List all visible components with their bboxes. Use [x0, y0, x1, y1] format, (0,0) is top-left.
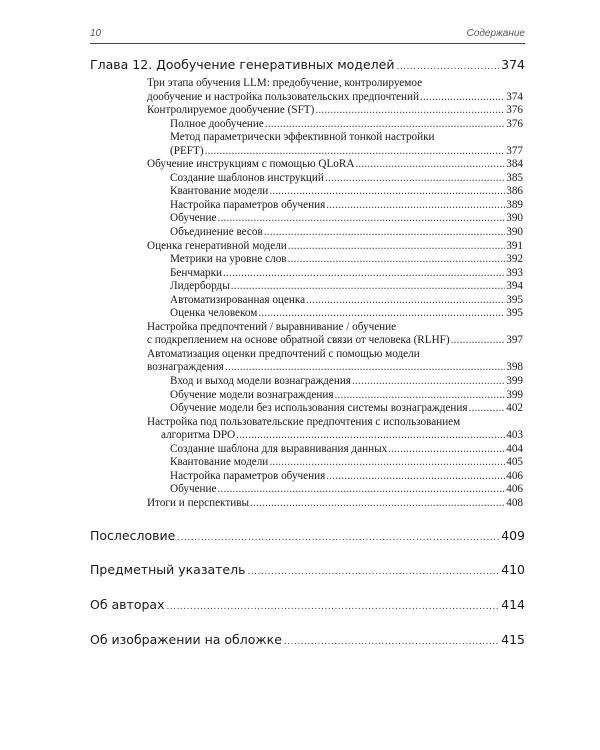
leader-dots: [288, 253, 506, 267]
toc-entry-page: 385: [506, 171, 523, 184]
toc-list: [147, 77, 523, 511]
toc-entry-title: Лидерборды: [170, 280, 230, 293]
toc-entry-title: Квантование модели: [170, 185, 269, 198]
toc-subentry[interactable]: [147, 443, 523, 457]
toc-entry[interactable]: [147, 104, 523, 118]
back-matter-cover[interactable]: [90, 632, 525, 650]
toc-entry-title-line1: Автоматизация оценки предпочтений с помощью модели: [147, 347, 420, 360]
toc-subentry[interactable]: [147, 307, 523, 321]
toc-entry-title: Квантование модели: [170, 456, 269, 469]
toc-entry-page: 398: [506, 361, 523, 374]
toc-entry-title: Объединение весов: [170, 226, 263, 239]
toc-entry-page: 404: [506, 442, 523, 455]
back-matter-afterword[interactable]: [90, 528, 525, 546]
toc-entry[interactable]: [147, 348, 523, 375]
toc-entry-page: 376: [506, 117, 523, 130]
toc-entry-title: Бенчмарки: [170, 266, 222, 279]
toc-entry-page: 397: [506, 334, 523, 347]
leader-dots: [166, 599, 499, 615]
toc-entry-title: Контролируемое дообучение (SFT): [147, 104, 315, 117]
toc-entry[interactable]: [147, 416, 523, 443]
back-matter-page: 415: [501, 632, 525, 647]
toc-entry-page: 374: [506, 90, 523, 103]
toc-entry-title-line1: Метод параметрически эффективной тонкой настройки: [170, 131, 435, 144]
leader-dots: [355, 158, 505, 172]
header-rule: [90, 43, 525, 44]
leader-dots: [326, 199, 505, 213]
toc-entry-title: Полное дообучение: [170, 117, 264, 130]
leader-dots: [352, 375, 505, 389]
leader-dots: [225, 361, 505, 375]
toc-entry-page: 395: [506, 293, 523, 306]
toc-entry-title: Оценка человеком: [170, 307, 258, 320]
section-title: Содержание: [466, 28, 525, 39]
toc-entry-page: 402: [506, 402, 523, 415]
toc-entry-title: Настройка параметров обучения: [170, 198, 326, 211]
leader-dots: [284, 634, 499, 650]
toc-entry-title: Настройка параметров обучения: [170, 469, 326, 482]
leader-dots: [288, 240, 505, 254]
leader-dots: [177, 530, 499, 546]
leader-dots: [388, 443, 505, 457]
toc-entry-title-line1: Настройка предпочтений / выравнивание / обучение: [147, 320, 397, 333]
leader-dots: [236, 429, 505, 443]
leader-dots: [258, 307, 505, 321]
back-matter-title: Послесловие: [90, 528, 176, 543]
toc-entry-page: 406: [506, 469, 523, 482]
leader-dots: [265, 118, 505, 132]
toc-subentry[interactable]: [147, 131, 523, 158]
toc-entry-page: 403: [506, 429, 523, 442]
chapter-title: Глава 12. Дообучение генеративных моделей: [90, 57, 395, 72]
leader-dots: [334, 389, 505, 403]
toc-entry-page: 376: [506, 104, 523, 117]
leader-dots: [420, 91, 505, 105]
toc-subentry[interactable]: [147, 375, 523, 389]
leader-dots: [326, 470, 505, 484]
toc-entry-page: 405: [506, 456, 523, 469]
toc-entry-title: Создание шаблона для выравнивания данных: [170, 442, 388, 455]
back-matter-page: 410: [501, 562, 525, 577]
toc-entry[interactable]: [147, 497, 523, 511]
leader-dots: [250, 497, 505, 511]
toc-entry-title: алгоритма DPO: [161, 429, 236, 442]
toc-entry-page: 391: [506, 239, 523, 252]
leader-dots: [223, 267, 505, 281]
toc-entry-title: Автоматизированная оценка: [170, 293, 306, 306]
back-matter-title: Об авторах: [90, 597, 165, 612]
toc-entry-title: Итоги и перспективы: [147, 496, 249, 509]
toc-entry-title: Оценка генеративной модели: [147, 239, 287, 252]
leader-dots: [469, 402, 506, 416]
page-number: 10: [90, 28, 102, 39]
toc-entry-page: 377: [506, 144, 523, 157]
toc-subentry[interactable]: [147, 267, 523, 281]
toc-subentry[interactable]: [147, 253, 523, 267]
toc-entry-title-line1: Три этапа обучения LLM: предобучение, контролируемое: [147, 77, 423, 89]
toc-subentry[interactable]: [147, 280, 523, 294]
back-matter-page: 414: [501, 597, 525, 612]
toc-entry-page: 390: [506, 226, 523, 239]
leader-dots: [217, 212, 505, 226]
toc-entry-title: Метрики на уровне слов: [170, 253, 287, 266]
leader-dots: [205, 145, 506, 159]
back-matter-authors[interactable]: [90, 597, 525, 615]
toc-entry-title: (PEFT): [170, 144, 204, 157]
leader-dots: [247, 564, 499, 580]
back-matter-title: Предметный указатель: [90, 562, 246, 577]
toc-entry-page: 393: [506, 266, 523, 279]
back-matter-index[interactable]: [90, 562, 525, 580]
toc-entry-title: с подкреплением на основе обратной связи от человека (RLHF): [147, 334, 450, 347]
leader-dots: [325, 172, 505, 186]
toc-entry-page: 399: [506, 388, 523, 401]
leader-dots: [396, 59, 499, 75]
toc-entry-page: 386: [506, 185, 523, 198]
chapter-page: 374: [501, 57, 525, 72]
toc-entry[interactable]: [147, 77, 523, 104]
toc-subentry[interactable]: [147, 172, 523, 186]
toc-entry-page: 390: [506, 212, 523, 225]
toc-entry-title-line1: Настройка под пользовательские предпочтения с использованием: [147, 415, 461, 428]
back-matter-title: Об изображении на обложке: [90, 632, 282, 647]
toc-entry-title: Обучение модели вознаграждения: [170, 388, 334, 401]
toc-entry-page: 384: [506, 158, 523, 171]
toc-entry-title: вознаграждения: [147, 361, 224, 374]
toc-subentry[interactable]: [147, 456, 523, 470]
toc-entry-page: 392: [506, 253, 523, 266]
toc-entry-title: Обучение модели без использования системы вознаграждения: [170, 402, 468, 415]
toc-entry-page: 395: [506, 307, 523, 320]
toc-subentry[interactable]: [147, 118, 523, 132]
toc-entry-title: Создание шаблонов инструкций: [170, 171, 324, 184]
toc-subentry[interactable]: [147, 199, 523, 213]
toc-subentry[interactable]: [147, 470, 523, 484]
leader-dots: [269, 185, 505, 199]
toc-entry-title: дообучение и настройка пользовательских предпочтений: [147, 90, 420, 103]
toc-entry-title: Обучение инструкциям с помощью QLoRA: [147, 158, 355, 171]
toc-subentry[interactable]: [147, 226, 523, 240]
leader-dots: [306, 294, 505, 308]
toc-entry-title: Обучение: [170, 212, 217, 225]
toc-subentry[interactable]: [147, 185, 523, 199]
leader-dots: [269, 456, 505, 470]
back-matter-page: 409: [501, 528, 525, 543]
toc-entry-page: 399: [506, 375, 523, 388]
leader-dots: [231, 280, 505, 294]
running-header: [90, 28, 525, 42]
toc-entry-title: Вход и выход модели вознаграждения: [170, 375, 351, 388]
leader-dots: [451, 334, 506, 348]
toc-subentry[interactable]: [147, 483, 523, 497]
leader-dots: [315, 104, 505, 118]
toc-entry-page: 408: [506, 496, 523, 509]
toc-entry[interactable]: [147, 240, 523, 254]
leader-dots: [217, 483, 505, 497]
toc-entry-page: 406: [506, 483, 523, 496]
chapter-heading[interactable]: [90, 57, 525, 75]
toc-subentry[interactable]: [147, 389, 523, 403]
toc-subentry[interactable]: [147, 402, 523, 416]
toc-entry-page: 394: [506, 280, 523, 293]
leader-dots: [264, 226, 505, 240]
toc-subentry[interactable]: [147, 212, 523, 226]
toc-entry[interactable]: [147, 321, 523, 348]
toc-entry-page: 389: [506, 198, 523, 211]
toc-subentry[interactable]: [147, 294, 523, 308]
toc-entry-title: Обучение: [170, 483, 217, 496]
toc-entry[interactable]: [147, 158, 523, 172]
